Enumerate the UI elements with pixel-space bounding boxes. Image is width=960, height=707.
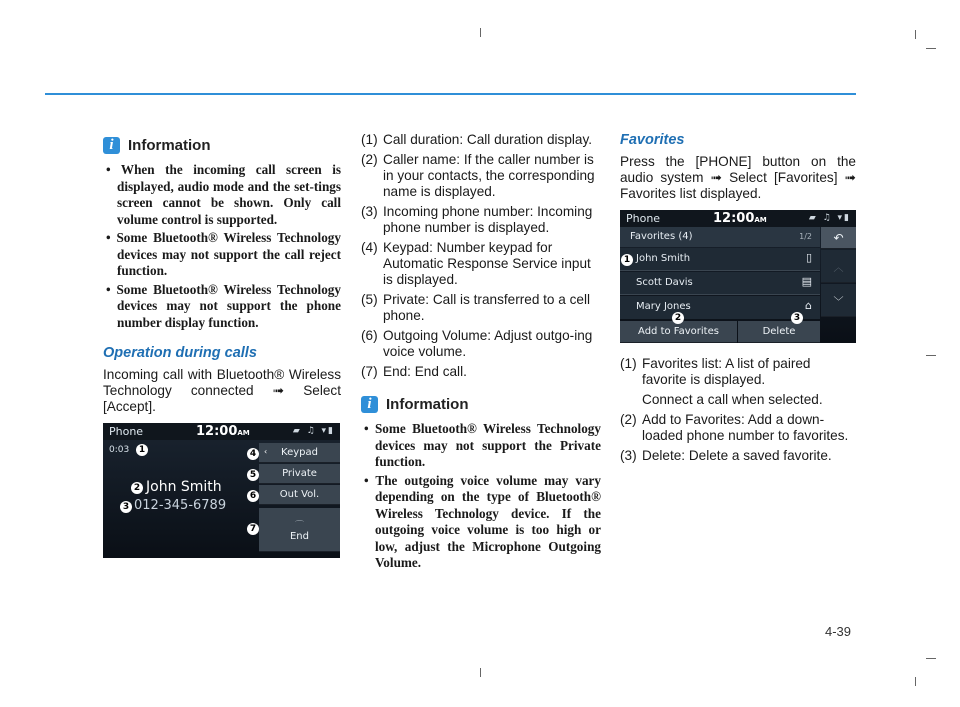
favorites-intro: Press the [PHONE] button on the audio system ➟ Select [Favorites] ➟ Favorites list displayed.	[620, 154, 856, 201]
chevron-left-icon: ‹	[264, 447, 268, 456]
clock: 12:00AM	[196, 424, 250, 439]
call-controls-list	[361, 132, 601, 380]
list-header	[620, 227, 820, 247]
column-middle	[361, 132, 601, 574]
list-item[interactable]	[620, 272, 820, 295]
crop-mark	[926, 355, 936, 356]
list-item: (4) Keypad: Number keypad for Automatic Response Service input is displayed.	[361, 240, 591, 287]
out-vol-button[interactable]: Out Vol.	[259, 485, 340, 505]
info-title: Information	[128, 137, 211, 154]
favorites-screen	[620, 210, 856, 343]
list-item: (3) Incoming phone number: Incoming phone number is displayed.	[361, 204, 593, 235]
list-item: (2) Add to Favorites: Add a down-loaded phone number to favorites.	[620, 412, 849, 443]
chevron-up-icon: ︿	[833, 262, 844, 274]
clock: 12:00AM	[713, 211, 767, 226]
favorites-count: Favorites (4)	[630, 231, 693, 242]
status-bar	[103, 423, 340, 440]
scroll-down-button[interactable]	[821, 284, 856, 317]
list-item[interactable]	[620, 248, 820, 271]
list-item: (2) Caller name: If the caller number is in your contacts, the corresponding name is displayed.	[361, 152, 595, 199]
keypad-button[interactable]: Keypad	[259, 443, 340, 463]
page-number: 4-39	[825, 624, 852, 639]
crop-mark	[480, 668, 481, 677]
header-rule	[45, 93, 856, 95]
favorite-name: Mary Jones	[636, 301, 691, 312]
marker-4: 4	[247, 448, 259, 460]
marker-1: 1	[621, 254, 633, 266]
phone-icon: ▯	[805, 251, 812, 264]
info-title: Information	[386, 396, 469, 413]
crop-mark	[480, 28, 481, 37]
add-to-favorites-button[interactable]: Add to Favorites	[620, 321, 737, 343]
office-icon: ▤	[801, 275, 812, 288]
end-button[interactable]	[259, 508, 340, 552]
scroll-up-button[interactable]	[821, 250, 856, 283]
list-item: • Some Bluetooth® Wireless Technology devices may not support the Private function.	[361, 421, 601, 471]
column-right	[620, 132, 856, 202]
favorite-name: John Smith	[636, 253, 691, 264]
back-button[interactable]	[821, 227, 856, 249]
list-item: (5) Private: Call is transferred to a cell phone.	[361, 292, 591, 323]
list-item: • The outgoing voice volume may vary depending on the type of Bluetooth® Wireless Technology device. If the outgoing voice volume is too high or low, adjust the Microphone Outgoing Volume.	[361, 473, 601, 572]
favorite-name: Scott Davis	[636, 277, 693, 288]
status-icons: ▰ ♫ ▾▮	[808, 213, 851, 223]
list-item: (3) Delete: Delete a saved favorite.	[620, 448, 832, 463]
screen-title: Phone	[109, 425, 144, 438]
marker-6: 6	[247, 490, 259, 502]
section-title: Favorites	[620, 132, 685, 148]
marker-5: 5	[247, 469, 259, 481]
back-icon: ↶	[833, 230, 844, 245]
info-header	[103, 137, 341, 154]
list-item: (7) End: End call.	[361, 364, 467, 379]
list-item: • Some Bluetooth® Wireless Technology devices may not support the phone number display function.	[103, 282, 341, 332]
list-item: • When the incoming call screen is displayed, audio mode and the set-tings screen cannot be shown. Only call volume control is supported.	[103, 162, 341, 228]
status-icons: ▰ ♫ ▾▮	[292, 426, 335, 436]
marker-2: 2	[672, 312, 684, 324]
marker-3: 3	[791, 312, 803, 324]
marker-1: 1	[136, 444, 148, 456]
list-item: (1) Call duration: Call duration display.	[361, 132, 593, 147]
chevron-down-icon: ﹀	[833, 296, 844, 308]
caller-name: John Smith	[146, 479, 222, 495]
end-call-icon: ⌒	[294, 520, 304, 531]
home-icon: ⌂	[805, 299, 812, 312]
info-icon: i	[103, 137, 120, 154]
section-title: Operation during calls	[103, 345, 257, 361]
info-icon: i	[361, 396, 378, 413]
delete-button[interactable]: Delete	[738, 321, 820, 343]
info-bullets	[361, 421, 601, 572]
info-bullets	[103, 162, 341, 331]
crop-mark	[915, 677, 916, 686]
call-screen	[103, 423, 340, 558]
info-header	[361, 396, 601, 413]
favorites-items	[620, 356, 856, 464]
list-item[interactable]	[620, 296, 820, 319]
list-item: • Some Bluetooth® Wireless Technology devices may not support the call reject function.	[103, 230, 341, 280]
end-label: End	[289, 530, 309, 542]
crop-mark	[926, 658, 936, 659]
list-item-note: Connect a call when selected.	[642, 392, 823, 407]
marker-3: 3	[120, 501, 132, 513]
list-item: (1) Favorites list: A list of paired favorite is displayed. Connect a call when selected.	[620, 356, 823, 407]
page-indicator: 1/2	[799, 232, 812, 241]
list-item: (6) Outgoing Volume: Adjust outgo-ing voice volume.	[361, 328, 593, 359]
call-duration: 0:03	[109, 445, 130, 455]
marker-7: 7	[247, 523, 259, 535]
private-button[interactable]: Private	[259, 464, 340, 484]
crop-mark	[926, 48, 936, 49]
screen-title: Phone	[626, 212, 661, 225]
caller-number: 012-345-6789	[134, 498, 227, 513]
column-left	[103, 137, 341, 415]
marker-2: 2	[131, 482, 143, 494]
favorites-list-desc	[620, 356, 856, 468]
crop-mark	[915, 30, 916, 39]
section-text: Incoming call with Bluetooth® Wireless Technology connected ➟ Select [Accept].	[103, 367, 341, 414]
status-bar	[620, 210, 856, 227]
